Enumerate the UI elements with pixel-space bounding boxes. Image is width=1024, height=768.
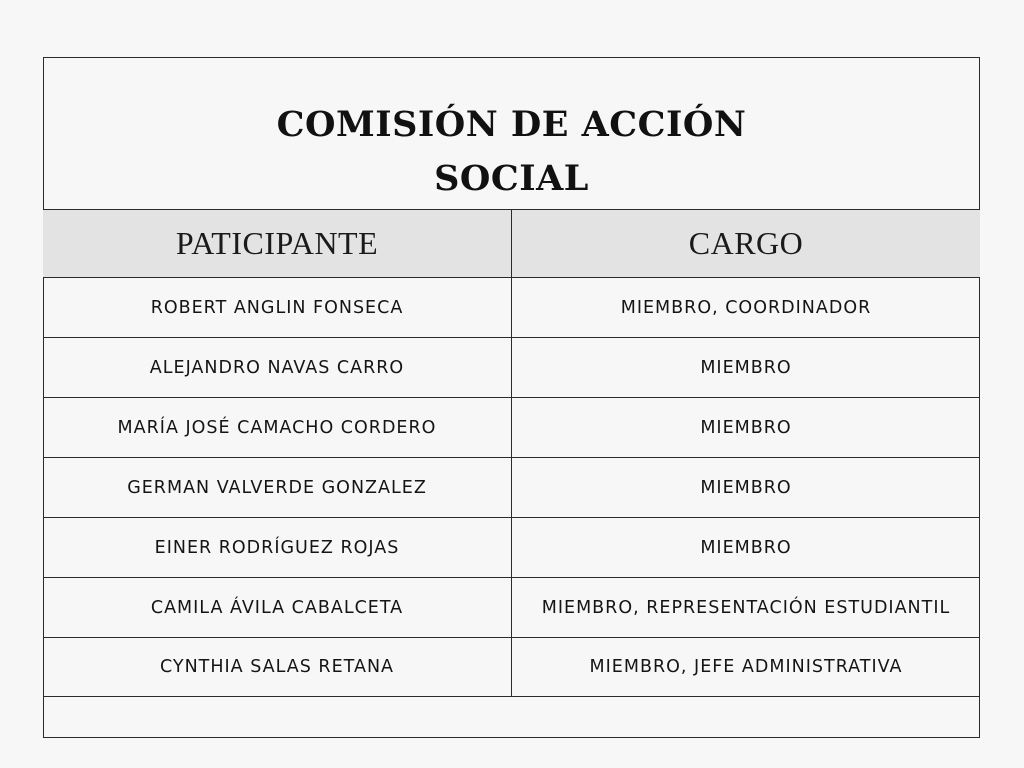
participant-cell: CYNTHIA SALAS RETANA xyxy=(43,638,512,696)
table-row xyxy=(43,637,980,697)
role-cell: MIEMBRO xyxy=(700,537,792,558)
role-cell: MIEMBRO xyxy=(700,417,792,438)
table-row xyxy=(43,577,980,637)
table-header-row xyxy=(43,209,980,277)
header-participant: PATICIPANTE xyxy=(43,210,512,277)
role-cell: MIEMBRO, REPRESENTACIÓN ESTUDIANTIL xyxy=(541,597,951,618)
participant-cell: MARÍA JOSÉ CAMACHO CORDERO xyxy=(43,398,512,457)
header-role: CARGO xyxy=(688,225,804,261)
participant-cell: GERMAN VALVERDE GONZALEZ xyxy=(43,458,512,517)
table-row xyxy=(43,397,980,457)
participant-cell: ALEJANDRO NAVAS CARRO xyxy=(43,338,512,397)
title-line-2: SOCIAL xyxy=(434,158,589,199)
members-table xyxy=(43,209,980,697)
table-row xyxy=(43,337,980,397)
document-frame xyxy=(43,57,980,738)
role-cell: MIEMBRO xyxy=(700,357,792,378)
table-row xyxy=(43,457,980,517)
role-cell: MIEMBRO xyxy=(700,477,792,498)
table-row xyxy=(43,277,980,337)
role-cell: MIEMBRO, JEFE ADMINISTRATIVA xyxy=(589,657,903,677)
participant-cell: CAMILA ÁVILA CABALCETA xyxy=(43,578,512,637)
table-row xyxy=(43,517,980,577)
role-cell: MIEMBRO, COORDINADOR xyxy=(620,297,872,318)
participant-cell: ROBERT ANGLIN FONSECA xyxy=(43,278,512,337)
title-line-1: COMISIÓN DE ACCIÓN xyxy=(276,104,747,145)
participant-cell: EINER RODRÍGUEZ ROJAS xyxy=(43,518,512,577)
page-title xyxy=(44,98,979,206)
